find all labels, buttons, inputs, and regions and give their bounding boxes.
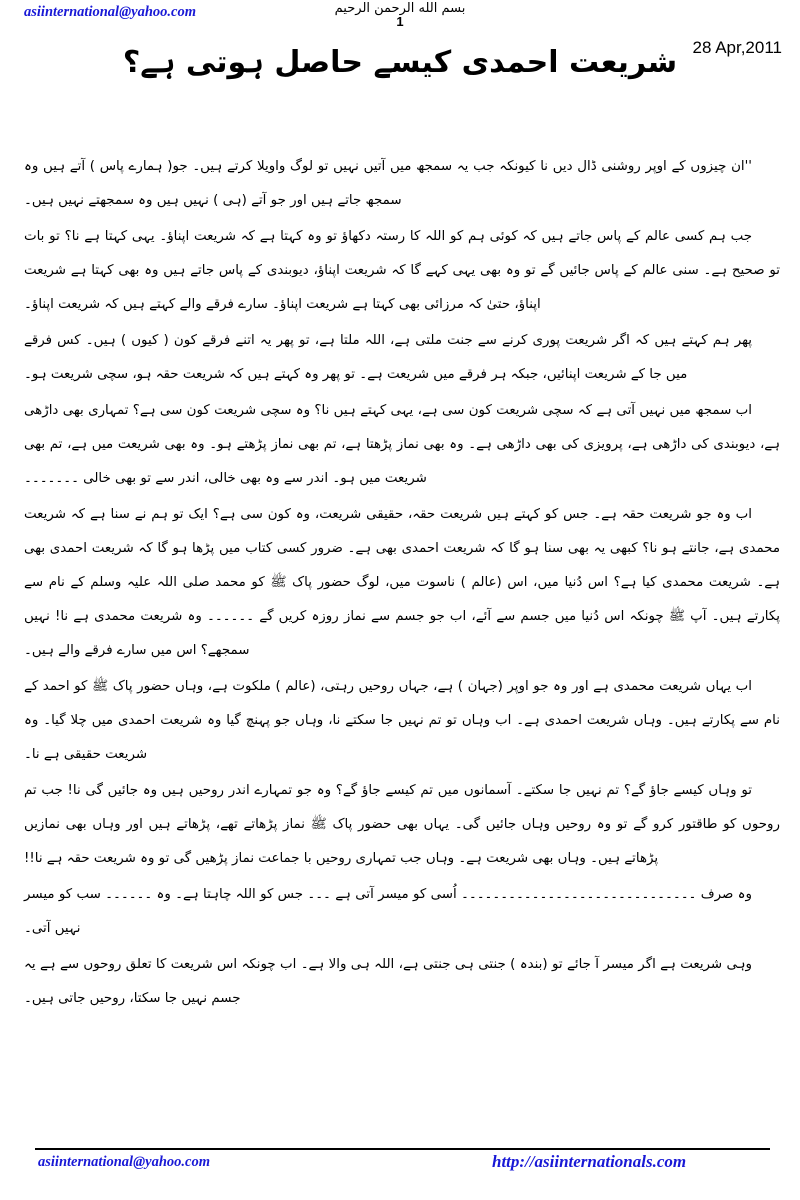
footer-email-address[interactable]: asiinternational@yahoo.com — [38, 1154, 210, 1170]
body-paragraph: اب وہ جو شریعت حقہ ہے۔ جس کو کہتے ہیں شریعت حقہ، حقیقی شریعت، وہ کون سی ہے؟ ایک تو ہم نے سنا ہے کہ شریعت محمدی ہے، جانتے ہو نا؟ کبھی یہ بھی سنا ہو گا کہ شریعت احمدی بھی ہے۔ ضرور کسی کتاب میں پڑھا ہو گا کہ شریعت احمدی بھی ہے۔ شریعت محمدی کیا ہے؟ اس دُنیا میں، اس (عالم ) ناسوت میں، لوگ حضور پاک ﷺ کو محمد صلی اللہ علیہ وسلم کے نام سے پکارتے ہیں۔ آپ ﷺ چونکہ اس دُنیا میں جسم سے آئے، اب جو جسم سے نماز روزہ کریں گے ۔۔۔۔۔۔ وہ شریعت محمدی ہے نا! نہیں سمجھے؟ اس میں سارے فرقے والے ہیں۔ — [24, 507, 780, 658]
page-title: شریعت احمدی کیسے حاصل ہوتی ہے؟ — [122, 45, 678, 80]
page-number: 1 — [396, 14, 404, 29]
page-footer — [0, 1140, 800, 1200]
body-paragraph: اب یہاں شریعت محمدی ہے اور وہ جو اوپر (جہان ) ہے، جہاں روحیں رہتی، (عالم ) ملکوت ہے، وہاں حضور پاک ﷺ کو احمد کے نام سے پکارتے ہیں۔ وہاں شریعت احمدی ہے۔ اب وہاں تو تم نہیں جا سکتے نا، وہاں جو پہنچ گیا وہ شریعت احمدی میں چلا گیا۔ وہ شریعت حقیقی ہے نا۔ — [24, 679, 780, 762]
document-date: 28 Apr,2011 — [692, 38, 782, 57]
bismillah-text: بسم الله الرحمن الرحيم — [334, 1, 466, 16]
footer-divider — [35, 1148, 770, 1150]
footer-website-link[interactable]: http://asiinternationals.com — [492, 1152, 687, 1171]
document-body — [24, 150, 780, 1018]
body-paragraph: اب سمجھ میں نہیں آتی ہے کہ سچی شریعت کون سی ہے، یہی کہتے ہیں نا؟ وہ سچی شریعت کون سی ہے؟ تمہاری بھی داڑھی ہے، دیوبندی کی داڑھی ہے، پرویزی کی بھی داڑھی ہے۔ وہ بھی نماز پڑھتا ہے، تم بھی نماز پڑھتے ہو۔ وہ بھی شریعت میں ہے، تم بھی شریعت میں ہو۔ اندر سے وہ بھی خالی، اندر سے تو بھی خالی ۔۔۔۔۔۔۔ — [24, 403, 780, 486]
header-email-address[interactable]: asiinternational@yahoo.com — [24, 4, 196, 20]
body-paragraph: تو وہاں کیسے جاؤ گے؟ تم نہیں جا سکتے۔ آسمانوں میں تم کیسے جاؤ گے؟ وہ جو تمہارے اندر روحیں ہیں وہ جائیں گی نا! جب تم روحوں کو طاقتور کرو گے تو وہ روحیں وہاں جائیں گی۔ یہاں بھی حضور پاک ﷺ نماز پڑھاتے تھے، پڑھاتے ہیں اور وہاں بھی نمازیں پڑھاتے ہیں۔ وہاں بھی شریعت ہے۔ وہاں جب تمہاری روحیں با جماعت نماز پڑھیں گی تو وہ شریعت حقہ ہے نا!! — [24, 783, 780, 866]
body-paragraph: جب ہم کسی عالم کے پاس جاتے ہیں کہ کوئی ہم کو اللہ کا رستہ دکھاؤ تو وہ کہتا ہے کہ شریعت اپناؤ۔ یہی کہتا ہے نا؟ تو بات تو صحیح ہے۔ سنی عالم کے پاس جائیں گے تو وہ بھی یہی کہے گا کہ شریعت اپناؤ، دیوبندی کے پاس جاتے ہیں وہ بھی کہتا ہے شریعت اپناؤ، حتیٰ کہ مرزائی بھی کہتا ہے شریعت اپناؤ۔ سارے فرقے والے کہتے ہیں کہ شریعت اپناؤ۔ — [24, 229, 780, 312]
body-paragraph: وہ صرف ۔۔۔۔۔۔۔۔۔۔۔۔۔۔۔۔۔۔۔۔۔۔۔۔۔۔۔۔۔۔ اُسی کو میسر آتی ہے ۔۔۔ جس کو اللہ چاہتا ہے۔ وہ ۔۔۔۔۔۔ سب کو میسر نہیں آتی۔ — [24, 887, 752, 936]
page-header — [0, 0, 800, 120]
body-paragraph: ''ان چیزوں کے اوپر روشنی ڈال دیں نا کیونکہ جب یہ سمجھ میں آتیں نہیں تو لوگ واویلا کرتے ہیں۔ جو( ہمارے پاس ) آتے ہیں وہ سمجھ جاتے ہیں اور جو آتے (ہی ) نہیں ہیں وہ سمجھتے نہیں ہیں۔ — [24, 159, 752, 208]
body-paragraph: پھر ہم کہتے ہیں کہ اگر شریعت پوری کرنے سے جنت ملتی ہے، اللہ ملتا ہے، تو پھر یہ اتنے فرقے کون ( کیوں ) ہیں۔ کس فرقے میں جا کے شریعت اپنائیں، جبکہ ہر فرقے میں شریعت ہے۔ تو پھر وہ کہتے ہیں کہ شریعت حقہ ہو، سچی شریعت ہو۔ — [24, 333, 752, 382]
body-paragraph: وہی شریعت ہے اگر میسر آ جائے تو (بندہ ) جنتی ہی جنتی ہے، اللہ ہی والا ہے۔ اب چونکہ اس شریعت کا تعلق روحوں سے ہے یہ جسم نہیں جا سکتا، روحیں جاتی ہیں۔ — [24, 957, 752, 1006]
